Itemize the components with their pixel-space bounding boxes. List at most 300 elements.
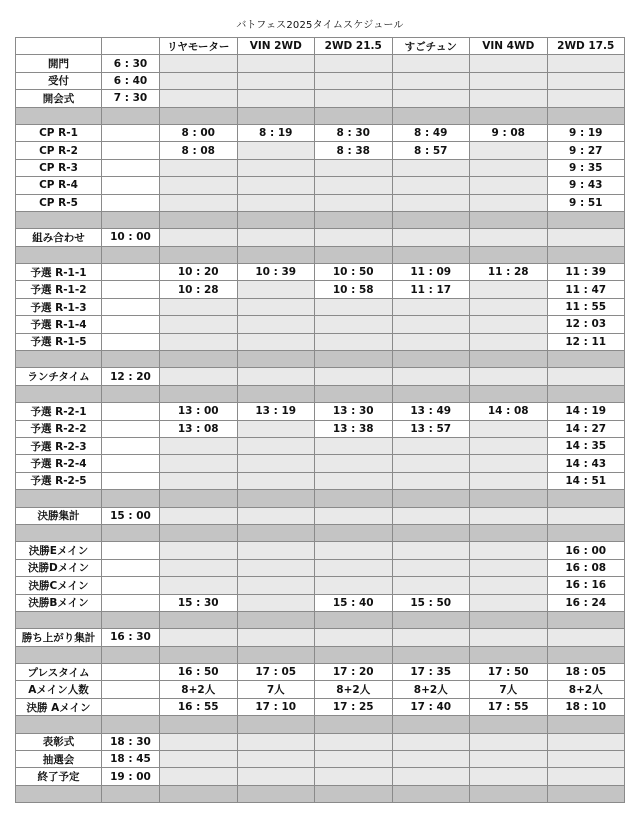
separator-cell [16,716,102,733]
class-time-cell [547,229,625,246]
class-time-cell [160,507,238,524]
class-time-cell [315,90,393,107]
class-time-cell: 11 : 47 [547,281,625,298]
event-time: 6 : 30 [102,55,160,72]
separator-cell [102,611,160,628]
class-time-cell: 14 : 27 [547,420,625,437]
event-label: 予選 R-1-5 [16,333,102,350]
schedule-row [16,90,625,107]
class-time-cell [392,559,470,576]
separator-cell [102,716,160,733]
event-time: 10 : 00 [102,229,160,246]
class-time-cell [315,559,393,576]
class-time-cell: 12 : 11 [547,333,625,350]
class-time-cell: 9 : 27 [547,142,625,159]
class-time-cell [470,507,548,524]
separator-row [16,246,625,263]
class-time-cell: 8+2人 [160,681,238,698]
class-time-cell: 16 : 50 [160,664,238,681]
separator-cell [470,716,548,733]
class-time-cell: 16 : 24 [547,594,625,611]
separator-cell [160,611,238,628]
class-time-cell [470,594,548,611]
separator-cell [160,246,238,263]
separator-cell [315,646,393,663]
separator-cell [470,107,548,124]
separator-cell [315,351,393,368]
event-label: 組み合わせ [16,229,102,246]
separator-cell [392,490,470,507]
class-time-cell: 15 : 50 [392,594,470,611]
class-time-cell [160,542,238,559]
separator-row [16,611,625,628]
event-label: 決勝Cメイン [16,577,102,594]
separator-row [16,524,625,541]
class-time-cell [237,316,315,333]
separator-cell [160,716,238,733]
class-time-cell: 17 : 20 [315,664,393,681]
class-time-cell [315,333,393,350]
separator-cell [392,385,470,402]
schedule-row [16,768,625,785]
separator-cell [547,524,625,541]
separator-cell [315,211,393,228]
class-time-cell [160,333,238,350]
schedule-table [15,37,625,803]
class-time-cell: 8 : 30 [315,124,393,141]
class-time-cell: 13 : 38 [315,420,393,437]
class-time-cell: 8 : 08 [160,142,238,159]
header-class-cell: VIN 2WD [237,38,315,55]
event-time [102,664,160,681]
schedule-row [16,733,625,750]
separator-cell [392,246,470,263]
class-time-cell: 11 : 39 [547,264,625,281]
class-time-cell: 18 : 10 [547,698,625,715]
class-time-cell [315,542,393,559]
class-time-cell [237,229,315,246]
schedule-row [16,437,625,454]
separator-cell [470,785,548,802]
event-label: 表彰式 [16,733,102,750]
separator-cell [470,524,548,541]
class-time-cell [237,142,315,159]
event-label: CP R-4 [16,177,102,194]
class-time-cell [470,768,548,785]
class-time-cell [237,72,315,89]
separator-cell [237,611,315,628]
separator-cell [392,211,470,228]
class-time-cell [470,629,548,646]
class-time-cell [237,472,315,489]
schedule-row [16,316,625,333]
separator-row [16,490,625,507]
event-label: 予選 R-1-4 [16,316,102,333]
event-time [102,698,160,715]
event-time [102,559,160,576]
separator-cell [315,107,393,124]
class-time-cell [237,507,315,524]
class-time-cell [547,733,625,750]
class-time-cell [160,629,238,646]
event-time [102,437,160,454]
separator-cell [160,524,238,541]
separator-cell [237,785,315,802]
class-time-cell: 15 : 40 [315,594,393,611]
class-time-cell: 14 : 51 [547,472,625,489]
class-time-cell [315,577,393,594]
separator-cell [16,524,102,541]
separator-cell [392,646,470,663]
separator-cell [315,490,393,507]
class-time-cell [315,159,393,176]
class-time-cell [237,368,315,385]
schedule-row [16,577,625,594]
separator-cell [16,490,102,507]
event-label: 終了予定 [16,768,102,785]
class-time-cell: 9 : 08 [470,124,548,141]
class-time-cell: 17 : 25 [315,698,393,715]
class-time-cell: 10 : 28 [160,281,238,298]
class-time-cell: 8 : 00 [160,124,238,141]
separator-cell [547,785,625,802]
class-time-cell [470,751,548,768]
separator-cell [160,785,238,802]
separator-cell [470,646,548,663]
event-time [102,194,160,211]
schedule-row [16,142,625,159]
class-time-cell [237,55,315,72]
event-label: 予選 R-1-1 [16,264,102,281]
class-time-cell [237,577,315,594]
event-time: 15 : 00 [102,507,160,524]
separator-cell [16,611,102,628]
schedule-row [16,559,625,576]
event-time [102,333,160,350]
class-time-cell [315,733,393,750]
class-time-cell [470,90,548,107]
class-time-cell: 16 : 16 [547,577,625,594]
event-label: CP R-1 [16,124,102,141]
event-time [102,159,160,176]
event-time [102,681,160,698]
class-time-cell: 13 : 19 [237,403,315,420]
separator-cell [102,246,160,263]
event-label: Aメイン人数 [16,681,102,698]
separator-cell [102,107,160,124]
separator-cell [160,351,238,368]
class-time-cell [315,298,393,315]
class-time-cell [470,55,548,72]
class-time-cell [237,333,315,350]
class-time-cell [315,316,393,333]
class-time-cell [160,472,238,489]
schedule-row [16,751,625,768]
class-time-cell [470,72,548,89]
separator-cell [160,211,238,228]
event-time: 18 : 30 [102,733,160,750]
class-time-cell [392,472,470,489]
class-time-cell: 13 : 08 [160,420,238,437]
separator-cell [547,211,625,228]
separator-cell [237,385,315,402]
schedule-row [16,333,625,350]
class-time-cell [315,629,393,646]
class-time-cell [237,594,315,611]
separator-row [16,385,625,402]
class-time-cell [315,368,393,385]
class-time-cell [315,55,393,72]
separator-cell [16,385,102,402]
class-time-cell [470,577,548,594]
class-time-cell [392,72,470,89]
event-label: 予選 R-2-2 [16,420,102,437]
class-time-cell: 13 : 00 [160,403,238,420]
separator-cell [237,351,315,368]
class-time-cell [392,333,470,350]
event-label: 予選 R-1-2 [16,281,102,298]
schedule-row [16,72,625,89]
class-time-cell [160,577,238,594]
event-time [102,403,160,420]
class-time-cell [160,751,238,768]
event-label: 決勝Bメイン [16,594,102,611]
separator-cell [237,490,315,507]
separator-cell [315,611,393,628]
event-label: 決勝集計 [16,507,102,524]
class-time-cell [470,455,548,472]
class-time-cell [392,159,470,176]
class-time-cell [315,768,393,785]
separator-cell [392,107,470,124]
event-time [102,472,160,489]
separator-cell [16,246,102,263]
event-label: 予選 R-2-3 [16,437,102,454]
class-time-cell: 9 : 19 [547,124,625,141]
class-time-cell [470,437,548,454]
class-time-cell [392,629,470,646]
class-time-cell [237,194,315,211]
schedule-row [16,298,625,315]
class-time-cell [392,751,470,768]
event-time [102,420,160,437]
separator-cell [470,611,548,628]
class-time-cell [470,194,548,211]
class-time-cell: 11 : 09 [392,264,470,281]
separator-row [16,785,625,802]
class-time-cell: 14 : 43 [547,455,625,472]
separator-cell [547,611,625,628]
class-time-cell [470,333,548,350]
class-time-cell: 7人 [237,681,315,698]
event-time [102,542,160,559]
event-label: 予選 R-2-5 [16,472,102,489]
class-time-cell [160,72,238,89]
separator-cell [160,107,238,124]
event-label: 開門 [16,55,102,72]
separator-cell [547,646,625,663]
class-time-cell [547,507,625,524]
class-time-cell: 18 : 05 [547,664,625,681]
event-time: 12 : 20 [102,368,160,385]
separator-cell [237,716,315,733]
class-time-cell: 14 : 19 [547,403,625,420]
class-time-cell [237,629,315,646]
class-time-cell [160,298,238,315]
event-label: CP R-5 [16,194,102,211]
event-time: 16 : 30 [102,629,160,646]
separator-cell [16,351,102,368]
class-time-cell: 11 : 55 [547,298,625,315]
separator-cell [315,785,393,802]
header-event-cell [16,38,102,55]
schedule-row [16,159,625,176]
class-time-cell [392,316,470,333]
separator-cell [315,524,393,541]
class-time-cell [392,437,470,454]
class-time-cell [315,437,393,454]
separator-cell [392,785,470,802]
class-time-cell [160,559,238,576]
class-time-cell: 8 : 49 [392,124,470,141]
event-label: 勝ち上がり集計 [16,629,102,646]
class-time-cell [470,542,548,559]
class-time-cell: 13 : 57 [392,420,470,437]
schedule-row [16,629,625,646]
schedule-row [16,264,625,281]
class-time-cell [392,177,470,194]
schedule-row [16,472,625,489]
class-time-cell [160,316,238,333]
class-time-cell [392,507,470,524]
class-time-cell [392,368,470,385]
event-label: 開会式 [16,90,102,107]
separator-cell [160,646,238,663]
class-time-cell [392,55,470,72]
class-time-cell [160,368,238,385]
class-time-cell: 10 : 58 [315,281,393,298]
separator-cell [315,246,393,263]
class-time-cell [160,194,238,211]
class-time-cell: 17 : 40 [392,698,470,715]
class-time-cell [315,194,393,211]
class-time-cell: 16 : 08 [547,559,625,576]
separator-row [16,646,625,663]
class-time-cell: 10 : 50 [315,264,393,281]
schedule-row [16,403,625,420]
event-label: 決勝Eメイン [16,542,102,559]
event-time [102,124,160,141]
class-time-cell [237,751,315,768]
event-label: 予選 R-1-3 [16,298,102,315]
separator-cell [470,211,548,228]
class-time-cell [160,90,238,107]
class-time-cell [237,559,315,576]
class-time-cell [237,542,315,559]
event-label: CP R-3 [16,159,102,176]
class-time-cell [470,559,548,576]
schedule-body [16,38,625,803]
class-time-cell [160,177,238,194]
schedule-row [16,281,625,298]
separator-cell [237,246,315,263]
schedule-row [16,194,625,211]
event-label: 決勝Dメイン [16,559,102,576]
class-time-cell [470,733,548,750]
separator-cell [470,246,548,263]
class-time-cell: 9 : 51 [547,194,625,211]
class-time-cell [392,455,470,472]
separator-cell [547,351,625,368]
separator-cell [16,107,102,124]
class-time-cell: 8+2人 [315,681,393,698]
class-time-cell [547,90,625,107]
class-time-cell [160,159,238,176]
separator-cell [237,107,315,124]
class-time-cell: 15 : 30 [160,594,238,611]
class-time-cell [160,733,238,750]
class-time-cell [547,751,625,768]
separator-cell [237,211,315,228]
separator-cell [547,246,625,263]
class-time-cell [470,142,548,159]
header-class-cell: VIN 4WD [470,38,548,55]
event-time [102,594,160,611]
separator-cell [160,490,238,507]
class-time-cell: 13 : 30 [315,403,393,420]
class-time-cell: 17 : 55 [470,698,548,715]
separator-cell [315,716,393,733]
class-time-cell: 17 : 50 [470,664,548,681]
class-time-cell: 14 : 35 [547,437,625,454]
class-time-cell [237,298,315,315]
class-time-cell [392,542,470,559]
schedule-row [16,542,625,559]
class-time-cell [392,768,470,785]
schedule-row [16,594,625,611]
separator-row [16,351,625,368]
separator-cell [102,211,160,228]
schedule-row [16,368,625,385]
separator-cell [392,351,470,368]
event-time [102,142,160,159]
class-time-cell [547,55,625,72]
page-title: バトフェス2025タイムスケジュール [236,20,404,31]
separator-cell [102,385,160,402]
class-time-cell [315,751,393,768]
separator-cell [102,524,160,541]
separator-cell [102,785,160,802]
separator-cell [392,524,470,541]
separator-cell [160,385,238,402]
separator-row [16,716,625,733]
class-time-cell: 8 : 19 [237,124,315,141]
class-time-cell [237,281,315,298]
separator-cell [547,385,625,402]
separator-cell [392,611,470,628]
separator-cell [470,351,548,368]
class-time-cell [470,420,548,437]
event-label: 受付 [16,72,102,89]
event-label: 決勝 Aメイン [16,698,102,715]
class-time-cell: 17 : 05 [237,664,315,681]
separator-cell [470,490,548,507]
class-time-cell [315,177,393,194]
schedule-row [16,55,625,72]
class-time-cell [160,455,238,472]
class-time-cell [392,298,470,315]
class-time-cell [470,298,548,315]
